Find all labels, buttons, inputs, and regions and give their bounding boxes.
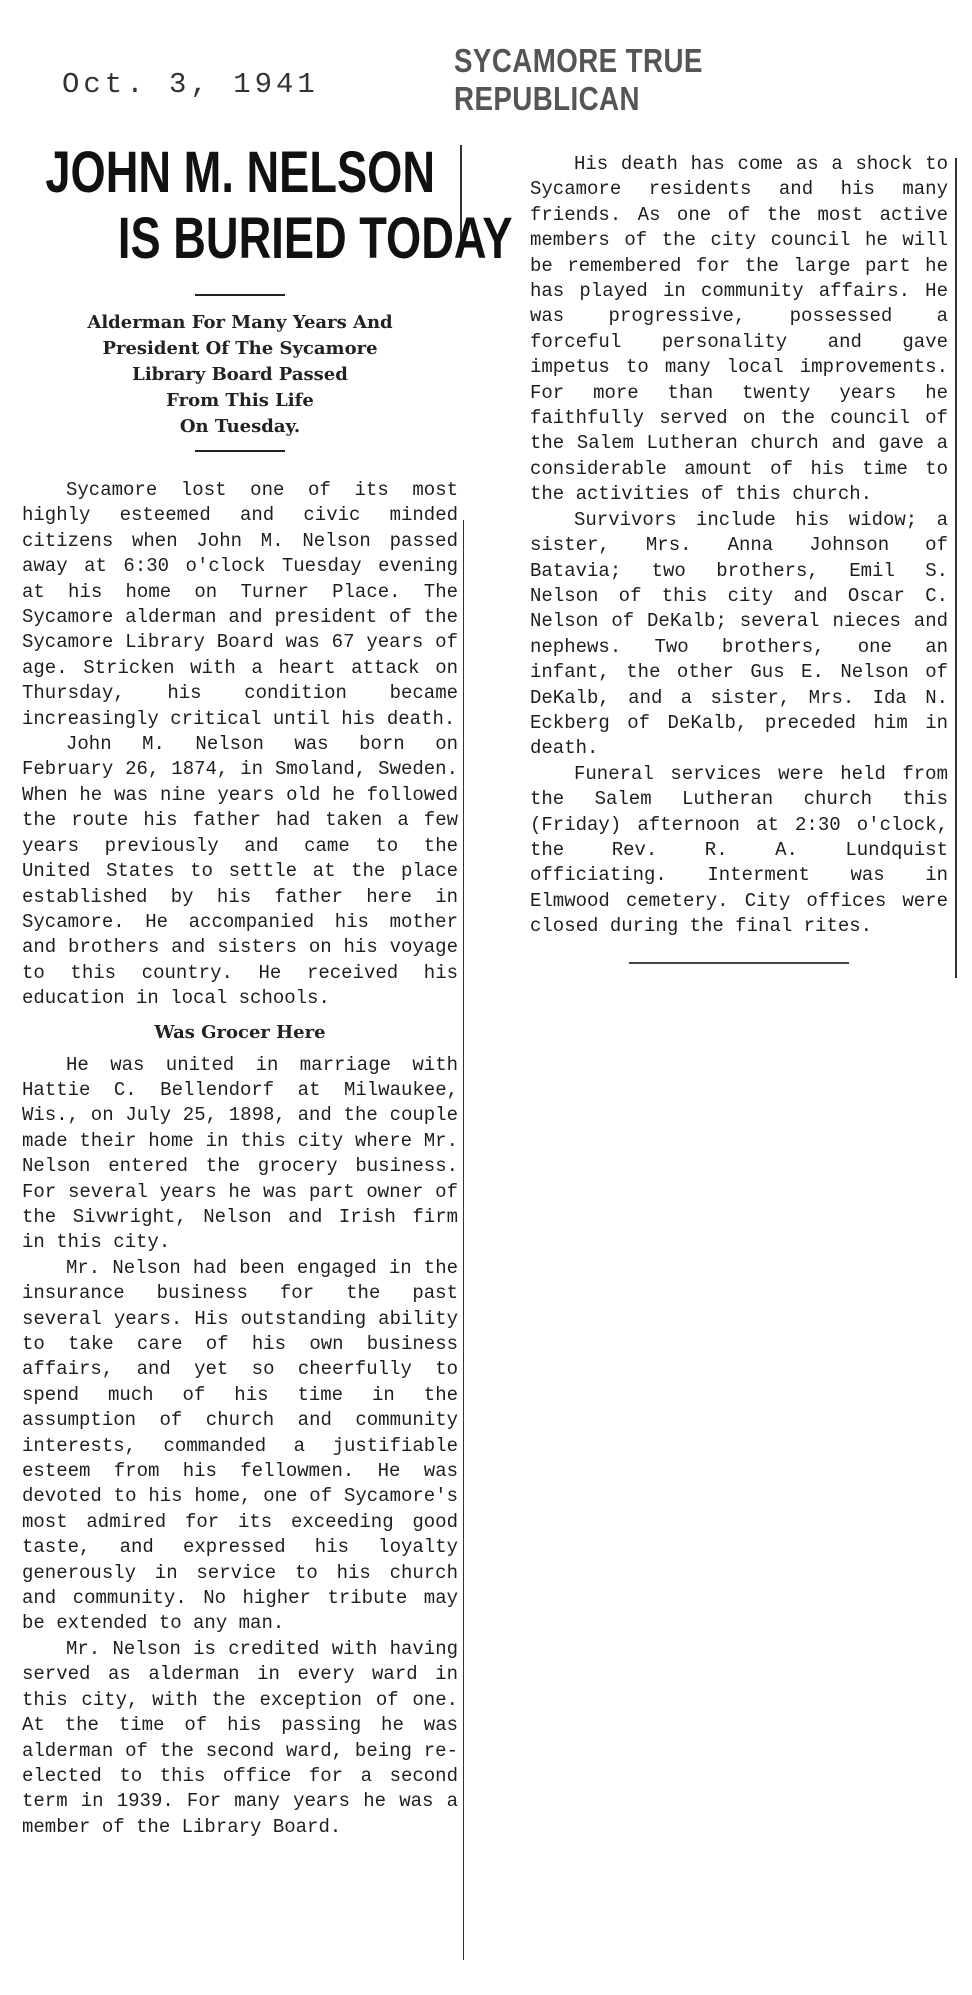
deck-line: Library Board Passed — [132, 364, 348, 385]
article-paragraph: Mr. Nelson is credited with having served as alderman in every ward in this city, with the exception of one. At the time of his passing he was alderman of the second ward, being re-elected to this office for a second term in 1939. For many years he was a member of the Library Board. — [22, 1637, 458, 1838]
article-paragraph: Funeral services were held from the Salem Lutheran church this (Friday) afternoon at 2:30 o'clock, the Rev. R. A. Lundquist officiating. Interment was in Elmwood cemetery. City offices were closed during the final rites. — [530, 762, 948, 938]
column-rule-right — [955, 158, 957, 978]
article-paragraph: Sycamore lost one of its most highly esteemed and civic minded citizens when John M. Nelson passed away at 6:30 o'clock Tuesday evening at his home on Turner Place. The Sycamore alderman and president of the Sycamore Library Board was 67 years of age. Stricken with a heart attack on Thursday, his condition became increasingly critical until his death. — [22, 479, 458, 730]
article-paragraph: He was united in marriage with Hattie C. Bellendorf at Milwaukee, Wis., on July 25, 1898, and the couple made their home in this city where Mr. Nelson entered the grocery business. For several years he was part owner of the Sivwright, Nelson and Irish firm in this city. — [22, 1053, 458, 1254]
newspaper-masthead-stamp: SYCAMORE TRUE REPUBLICAN — [454, 42, 703, 117]
right-column — [530, 152, 948, 964]
article-paragraph: His death has come as a shock to Sycamore residents and his many friends. As one of the most active members of the city council he will be remembered for the large part he has played in community affairs. He was progressive, possessed a forceful personality and gave impetus to many local improvements. For more than twenty years he faithfully served on the council of the Salem Lutheran church and gave a considerable amount of his time to the activities of this church. — [530, 153, 948, 506]
column-rule-left — [463, 520, 464, 1960]
deck-line: From This Life — [166, 390, 314, 411]
subheadline-deck — [22, 310, 458, 440]
headline-line-2: IS BURIED TODAY — [117, 206, 513, 271]
article-paragraph: John M. Nelson was born on February 26, 1874, in Smoland, Sweden. When he was nine years old he followed the route his father had taken a few years previously and came to the United States to settle at the place established by his father here in Sycamore. He accompanied his mother and brothers and sisters on his voyage to this country. He received his education in local schools. — [22, 733, 458, 1010]
deck-line: Alderman For Many Years And — [87, 312, 393, 333]
section-subhead: Was Grocer Here — [154, 1021, 326, 1043]
deck-divider — [195, 450, 285, 452]
deck-line: On Tuesday. — [179, 416, 301, 437]
left-column — [22, 140, 513, 1840]
deck-line: President Of The Sycamore — [102, 338, 378, 359]
article-paragraph: Survivors include his widow; a sister, Mrs. Anna Johnson of Batavia; two brothers, Emil S. Nelson of this city and Oscar C. Nelson of DeKalb; several nieces and nephews. Two brothers, one an infant, the other Gus E. Nelson of DeKalb, and a sister, Mrs. Ida N. Eckberg of DeKalb, preceded him in death. — [530, 508, 948, 760]
clipping-date: Oct. 3, 1941 — [62, 68, 319, 101]
headline-divider — [195, 294, 285, 296]
article-end-rule — [629, 962, 849, 964]
article-paragraph: Mr. Nelson had been engaged in the insurance business for the past several years. His outstanding ability to take care of his own business affairs, and yet so cheerfully to spend much of his time in the assumption of church and community interests, commanded a justifiable esteem from his fellowmen. He was devoted to his home, one of Sycamore's most admired for its exceeding good taste, and expressed his loyalty generously in service to his church and community. No higher tribute may be extended to any man. — [22, 1256, 458, 1635]
headline-line-1: JOHN M. NELSON — [45, 140, 436, 205]
